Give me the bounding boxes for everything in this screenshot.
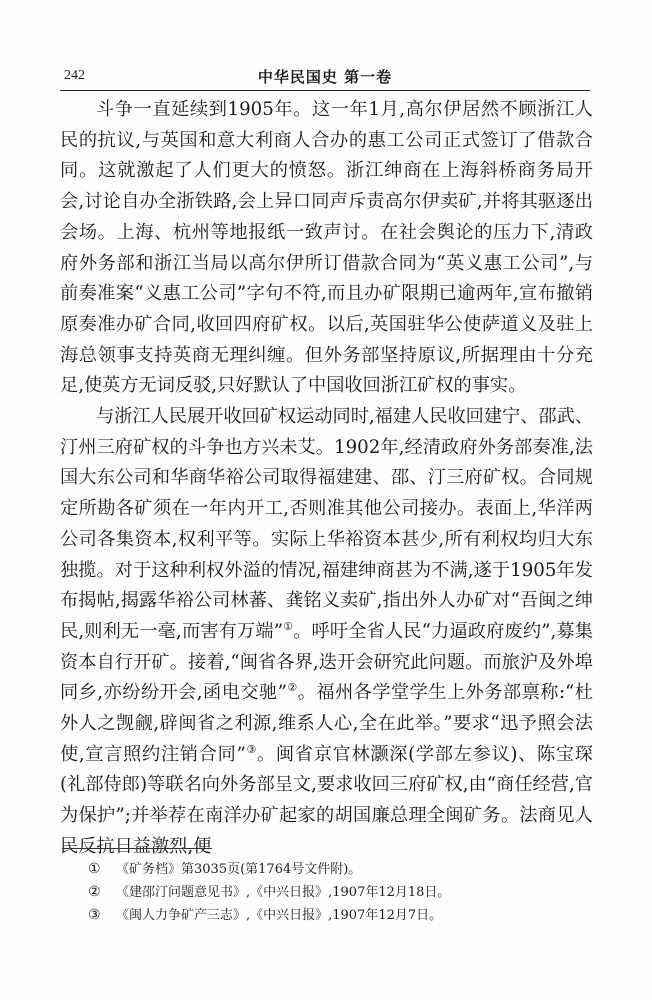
paragraph-1 (60, 95, 593, 402)
footnote-1-mark: ① (88, 861, 101, 877)
running-title: 中华民国史 第一卷 (257, 68, 393, 86)
body-text (60, 95, 593, 863)
page-header (60, 66, 590, 91)
paragraph-2-text-d: 。闽省京官林灏深(学部左参议)、陈宝琛(礼部侍郎)等联名向外务部呈文,要求收回三府矿权,由“商任经营,官为保护”;并举荐在南洋办矿起家的胡国廉总理全闽矿务。法商见人民反抗日益激烈,便 (60, 743, 593, 857)
footnote-2 (88, 881, 588, 904)
paragraph-2-text-c: 。福州各学堂学生上外务部禀称:“杜外人之觊觎,辟闽省之利源,维系人心,全在此举。”要求“迅予照会法使,宣言照约注销合同” (60, 682, 593, 765)
footnotes (88, 858, 588, 927)
footnote-ref-3[interactable]: ③ (245, 742, 258, 756)
footnote-2-mark: ② (88, 884, 101, 900)
footnote-3-mark: ③ (88, 907, 101, 923)
footnote-divider (62, 848, 212, 849)
paragraph-2-text-a: 与浙江人民展开收回矿权运动同时,福建人民收回建宁、邵武、汀州三府矿权的斗争也方兴未艾。1902年,经清政府外务部奏准,法国大东公司和华商华裕公司取得福建建、邵、汀三府矿权。合同规定所勘各矿须在一年内开工,否则准其他公司接办。表面上,华洋两公司各集资本,权利平等。实际上华裕资本甚少,所有利权均归大东独揽。对于这种利权外溢的情况,福建绅商甚为不满,遂于1905年发布揭帖,揭露华裕公司林蕃、龚铭义卖矿,指出外人办矿对“吾闽之绅民,则利无一毫,而害有万端” (60, 406, 593, 642)
footnote-3-text: 《闽人力争矿产三志》,《中兴日报》,1907年12月7日。 (116, 908, 443, 923)
footnote-ref-1[interactable]: ① (283, 619, 294, 633)
footnote-ref-2[interactable]: ② (286, 681, 298, 695)
footnote-1 (88, 858, 588, 881)
footnote-3 (88, 904, 588, 927)
paragraph-2-text-b: 。呼吁全省人民“力逼政府废约”,募集资本自行开矿。接着,“闽省各界,迭开会研究此问题。而旅沪及外埠同乡,亦纷纷开会,函电交驰” (60, 620, 593, 704)
paragraph-2 (60, 402, 593, 863)
footnote-2-text: 《建邵汀问题意见书》,《中兴日报》,1907年12月18日。 (116, 885, 451, 900)
footnote-1-text: 《矿务档》第3035页(第1764号文件附)。 (116, 862, 362, 877)
page-number: 242 (64, 68, 85, 83)
paragraph-1-text: 斗争一直延续到1905年。这一年1月,高尔伊居然不顾浙江人民的抗议,与英国和意大利商人合办的惠工公司正式签订了借款合同。这就激起了人们更大的愤怒。浙江绅商在上海斜桥商务局开会,讨论自办全浙铁路,会上异口同声斥责高尔伊卖矿,并将其驱逐出会场。上海、杭州等地报纸一致声讨。在社会舆论的压力下,清政府外务部和浙江当局以高尔伊所订借款合同为“英义惠工公司”,与前奏准案“义惠工公司”字句不符,而且办矿限期已逾两年,宣布撤销原奏准办矿合同,收回四府矿权。以后,英国驻华公使萨道义及驻上海总领事支持英商无理纠缠。但外务部坚持原议,所据理由十分充足,使英方无词反驳,只好默认了中国收回浙江矿权的事实。 (60, 99, 593, 397)
